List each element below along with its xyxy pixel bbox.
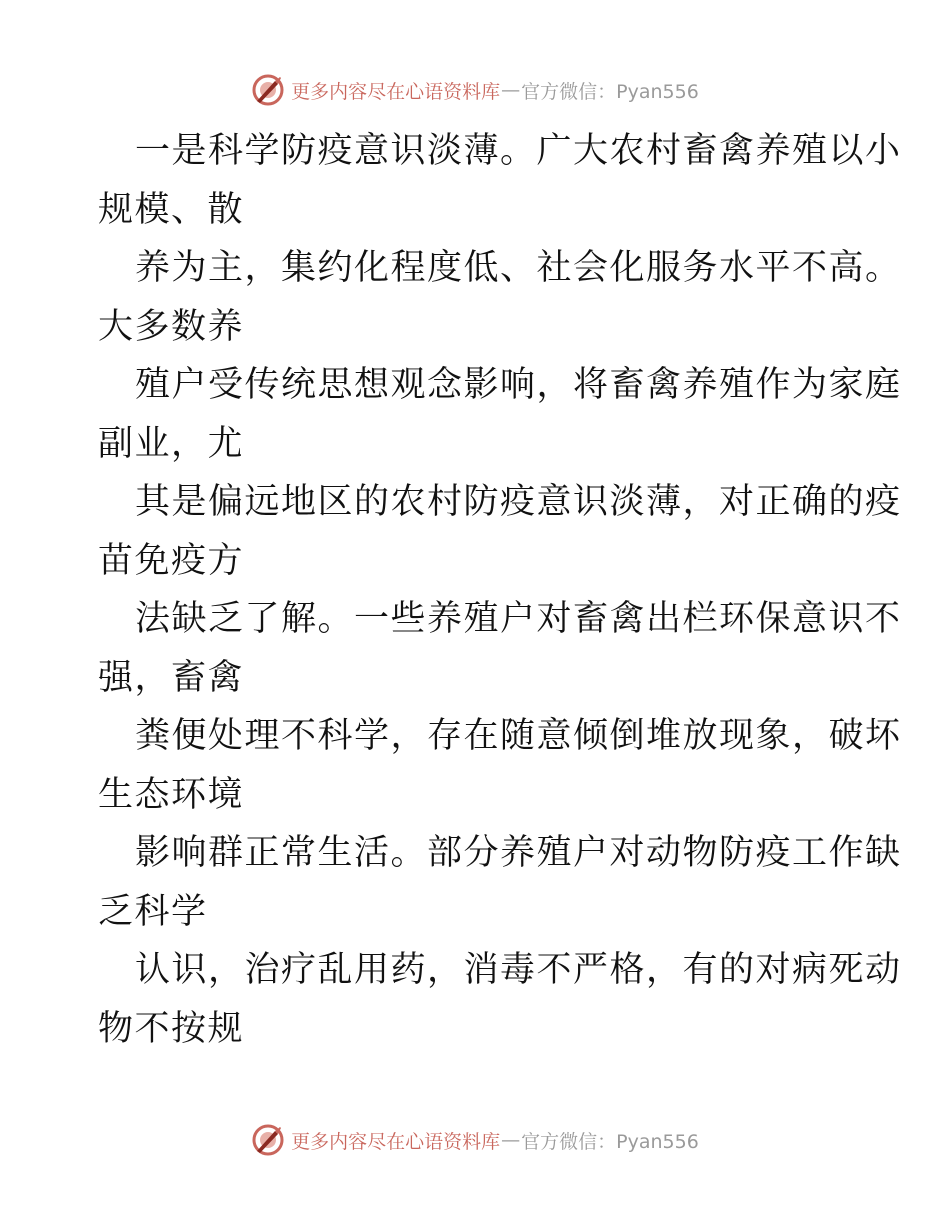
text-line: 规模、散 [98, 189, 245, 230]
text-line: 法缺乏了解。一些养殖户对畜禽出栏环保意识不 [135, 599, 902, 639]
text-line: 影响群正常生活。部分养殖户对动物防疫工作缺 [135, 833, 902, 873]
text-line: 其是偏远地区的农村防疫意识淡薄，对正确的疫 [135, 482, 902, 522]
text-line: 殖户受传统思想观念影响，将畜禽养殖作为家庭 [135, 365, 902, 405]
text-line: 认识，治疗乱用药，消毒不严格，有的对病死动 [135, 950, 902, 990]
footer-watermark [0, 1120, 950, 1160]
ink-brush-logo-icon [251, 73, 285, 107]
watermark-contact-text: 官方微信：Pyan556 [521, 1130, 699, 1153]
text-line: 生态环境 [98, 774, 245, 815]
text-line: 苗免疫方 [98, 540, 245, 581]
text-line: 一是科学防疫意识淡薄。广大农村畜禽养殖以小 [135, 131, 902, 171]
document-body [98, 122, 902, 1058]
text-line: 大多数养 [98, 306, 245, 347]
ink-brush-logo-icon [251, 1123, 285, 1157]
watermark-contact-text: 官方微信：Pyan556 [521, 80, 699, 103]
header-watermark [0, 70, 950, 110]
text-line: 乏科学 [98, 891, 208, 932]
text-line: 养为主，集约化程度低、社会化服务水平不高。 [135, 248, 902, 288]
text-line: 粪便处理不科学，存在随意倾倒堆放现象，破坏 [135, 716, 902, 756]
text-line: 物不按规 [98, 1008, 245, 1049]
watermark-brand-text: 更多内容尽在心语资料库 [291, 80, 501, 103]
watermark-dash: — [501, 1129, 521, 1151]
watermark-brand-text: 更多内容尽在心语资料库 [291, 1130, 501, 1153]
watermark-dash: — [501, 79, 521, 101]
text-line: 强，畜禽 [98, 657, 245, 698]
text-line: 副业，尤 [98, 423, 245, 464]
